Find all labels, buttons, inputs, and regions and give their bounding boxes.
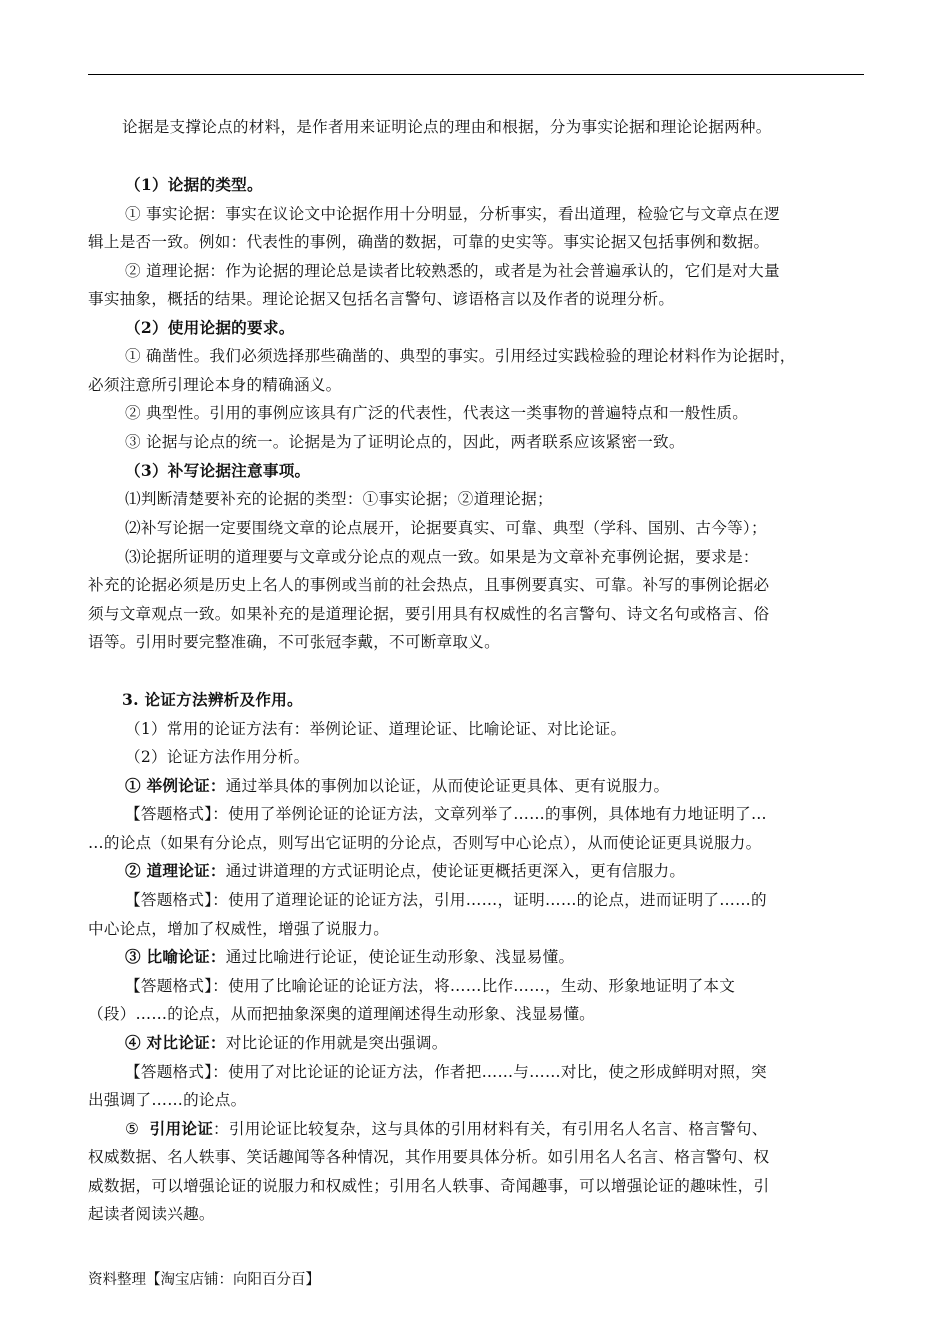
paragraph-line: ② 道理论据：作为论据的理论总是读者比较熟悉的，或者是为社会普遍承认的，它们是对大量 [125,262,780,280]
paragraph-line: ① 确凿性。我们必须选择那些确凿的、典型的事实。引用经过实践检验的理论材料作为论据时， [125,347,796,365]
paragraph-line: ⑵补写论据一定要围绕文章的论点展开，论据要真实、可靠、典型（学科、国别、古今等）； [125,519,767,537]
method-description: 通过讲道理的方式证明论点，使论证更概括更深入，更有信服力。 [225,862,686,880]
method-description: 对比论证的作用就是突出强调。 [225,1034,448,1052]
answer-format-line: 【答题格式】：使用了对比论证的论证方法，作者把……与……对比，使之形成鲜明对照，突 [125,1063,767,1081]
method-label: ④ 对比论证： [125,1033,226,1052]
paragraph-line: （1）常用的论证方法有：举例论证、道理论证、比喻论证、对比论证。 [125,720,627,738]
paragraph-line: 权威数据、名人轶事、笑话趣闻等各种情况，其作用要具体分析。如引用名人名言、格言警句、权 [88,1148,770,1166]
method-quotation-line [125,1118,768,1140]
paragraph-line: 起读者阅读兴趣。 [88,1205,215,1223]
method-metaphor-line [125,946,574,968]
answer-format-line: 出强调了……的论点。 [88,1091,247,1109]
answer-format-line: （段）……的论点，从而把抽象深奥的道理阐述得生动形象、浅显易懂。 [88,1005,596,1023]
paragraph-line: 辑上是否一致。例如：代表性的事例，确凿的数据，可靠的史实等。事实论据又包括事例和数据。 [88,233,770,251]
heading-argument-methods: 3. 论证方法辨析及作用。 [122,690,303,709]
answer-format-line: …的论点（如果有分论点，则写出它证明的分论点，否则写中心论点），从而使论证更具说服力。 [88,834,762,852]
method-number: ⑤ [125,1120,140,1138]
paragraph-line: ③ 论据与论点的统一。论据是为了证明论点的，因此，两者联系应该紧密一致。 [125,433,685,451]
method-label: ③ 比喻论证： [125,947,226,966]
paragraph-line: ② 典型性。引用的事例应该具有广泛的代表性，代表这一类事物的普遍特点和一般性质。 [125,404,749,422]
method-reasoning-line [125,860,685,882]
footer-source-note: 资料整理【淘宝店铺：向阳百分百】 [88,1272,320,1288]
paragraph-line: 补充的论据必须是历史上名人的事例或当前的社会热点，且事例要真实、可靠。补写的事例论据必 [88,576,770,594]
method-label: ② 道理论证： [125,861,226,880]
header-rule [88,74,864,75]
paragraph-line: ① 事实论据：事实在议论文中论据作用十分明显，分析事实，看出道理，检验它与文章点在逻 [125,205,780,223]
heading-evidence-types: （1）论据的类型。 [125,175,263,194]
paragraph-line: 威数据，可以增强论证的说服力和权威性；引用名人轶事、奇闻趣事，可以增强论证的趣味性，引 [88,1177,770,1195]
method-description: ：引用论证比较复杂，这与具体的引用材料有关，有引用名人名言、格言警句、 [213,1120,768,1138]
intro-paragraph: 论据是支撑论点的材料，是作者用来证明论点的理由和根据，分为事实论据和理论论据两种。 [122,118,772,136]
method-description: 通过举具体的事例加以论证，从而使论证更具体、更有说服力。 [225,777,670,795]
answer-format-line: 【答题格式】：使用了道理论证的论证方法，引用……，证明……的论点，进而证明了……的 [125,891,767,909]
heading-evidence-requirements: （2）使用论据的要求。 [125,318,295,337]
answer-format-line: 【答题格式】：使用了比喻论证的论证方法，将……比作……，生动、形象地证明了本文 [125,977,736,995]
paragraph-line: 必须注意所引理论本身的精确涵义。 [88,376,342,394]
paragraph-line: 事实抽象，概括的结果。理论论据又包括名言警句、谚语格言以及作者的说理分析。 [88,290,675,308]
paragraph-line: 语等。引用时要完整准确，不可张冠李戴，不可断章取义。 [88,633,500,651]
heading-supplement-notes: （3）补写论据注意事项。 [125,461,311,480]
method-example-line [125,775,669,797]
method-contrast-line [125,1032,448,1054]
method-label: 引用论证 [149,1119,214,1138]
answer-format-line: 中心论点，增加了权威性，增强了说服力。 [88,920,390,938]
method-label: ① 举例论证： [125,776,226,795]
paragraph-line: （2）论证方法作用分析。 [125,748,310,766]
method-description: 通过比喻进行论证，使论证生动形象、浅显易懂。 [225,948,575,966]
paragraph-line: ⑴判断清楚要补充的论据的类型：①事实论据；②道理论据； [125,490,553,508]
answer-format-line: 【答题格式】：使用了举例论证的论证方法，文章列举了……的事例，具体地有力地证明了… [125,805,767,823]
paragraph-line: 须与文章观点一致。如果补充的是道理论据，要引用具有权威性的名言警句、诗文名句或格言、俗 [88,605,770,623]
paragraph-line: ⑶论据所证明的道理要与文章或分论点的观点一致。如果是为文章补充事例论据，要求是： [125,548,759,566]
